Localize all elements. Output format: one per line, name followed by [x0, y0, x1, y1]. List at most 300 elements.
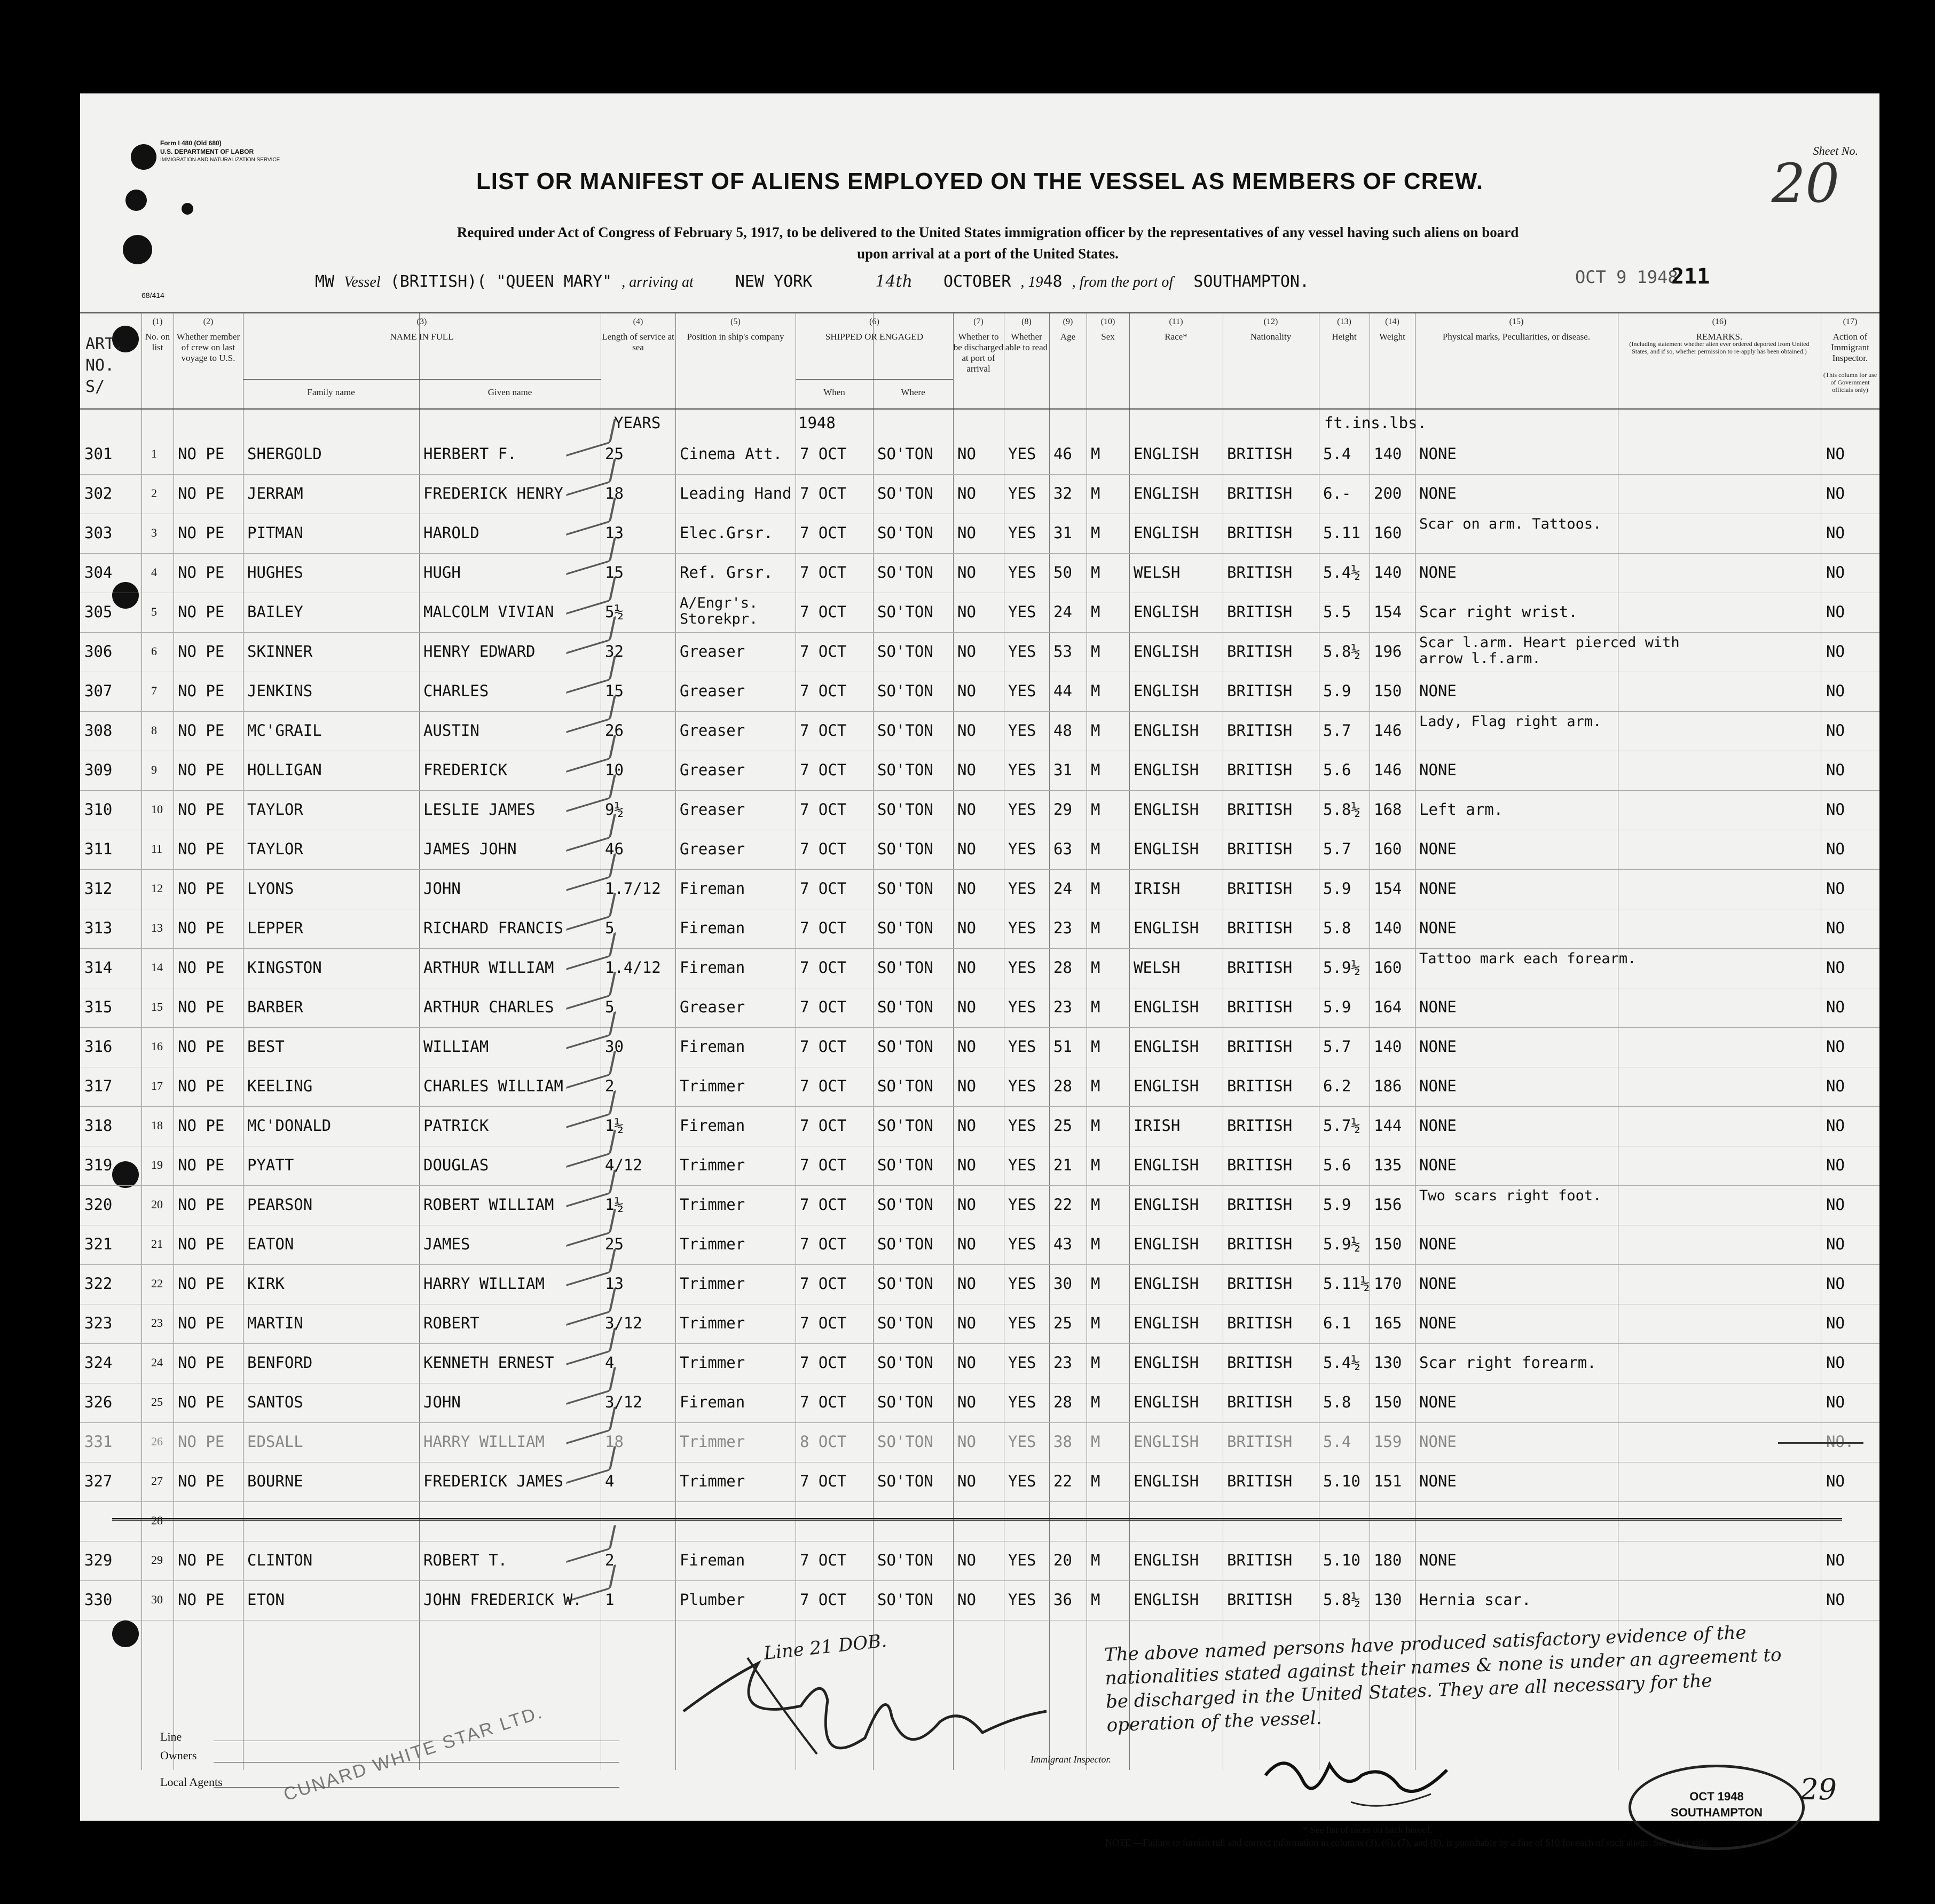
- cell-service: 4: [605, 1472, 615, 1490]
- cell-age: 24: [1053, 603, 1072, 621]
- cell-weight: 168: [1374, 800, 1402, 819]
- header-discharged: (7) Whether to be discharged at port of arrival: [953, 317, 1004, 374]
- cell-read: YES: [1008, 642, 1036, 660]
- table-row: [80, 1265, 1879, 1304]
- table-row: [80, 1423, 1879, 1462]
- cell-height: 5.4½: [1323, 563, 1360, 581]
- cell-family: PYATT: [247, 1156, 294, 1174]
- cell-sex: M: [1091, 484, 1100, 502]
- cell-weight: 140: [1374, 563, 1402, 581]
- date-stamp: OCT 9 1948: [1575, 267, 1678, 287]
- cell-age: 29: [1053, 800, 1072, 819]
- cell-sex: M: [1091, 1472, 1100, 1490]
- cell-art: 329: [84, 1551, 113, 1569]
- arriving-label: , arriving at: [622, 274, 694, 290]
- cell-disch: NO: [957, 721, 976, 739]
- cell-action: NO: [1826, 682, 1845, 700]
- cell-nat: BRITISH: [1227, 840, 1293, 858]
- cell-nat: BRITISH: [1227, 484, 1293, 502]
- cell-art: 303: [84, 524, 113, 542]
- strike-mark: [1778, 1442, 1863, 1444]
- table-row: [80, 514, 1879, 554]
- cell-race: ENGLISH: [1134, 642, 1199, 660]
- cell-no: 21: [151, 1237, 163, 1250]
- cell-given: FREDERICK JAMES: [423, 1472, 563, 1490]
- cell-sex: M: [1091, 840, 1100, 858]
- cell-nat: BRITISH: [1227, 1354, 1293, 1372]
- cell-age: 63: [1053, 840, 1072, 858]
- cell-given: HUGH: [423, 563, 461, 581]
- cell-race: ENGLISH: [1134, 1591, 1199, 1609]
- table-row: [80, 1304, 1879, 1344]
- cell-where: SO'TON: [877, 721, 933, 739]
- cell-action: NO: [1826, 1156, 1845, 1174]
- arrival-port: NEW YORK: [735, 272, 813, 291]
- cell-age: 32: [1053, 484, 1072, 502]
- cell-family: TAYLOR: [247, 800, 303, 819]
- cell-action: NO: [1826, 603, 1845, 621]
- sheet-label: Sheet No.: [1813, 144, 1858, 158]
- cell-disch: NO: [957, 642, 976, 660]
- cell-age: 25: [1053, 1314, 1072, 1332]
- cell-when: 8 OCT: [800, 1433, 847, 1451]
- cell-no: 25: [151, 1395, 163, 1409]
- cell-sex: M: [1091, 603, 1100, 621]
- cell-service: 9½: [605, 800, 624, 819]
- table-row: [80, 909, 1879, 949]
- cell-action: NO: [1826, 1354, 1845, 1372]
- cell-race: ENGLISH: [1134, 1472, 1199, 1490]
- units-height-weight: ft.ins.lbs.: [1324, 414, 1427, 432]
- cell-action: NO: [1826, 761, 1845, 779]
- table-row: [80, 949, 1879, 988]
- cell-when: 7 OCT: [800, 1354, 847, 1372]
- cell-action: NO: [1826, 998, 1845, 1016]
- cell-where: SO'TON: [877, 958, 933, 977]
- cell-nat: BRITISH: [1227, 445, 1293, 463]
- cell-when: 7 OCT: [800, 1393, 847, 1411]
- header-rule: [80, 312, 1879, 313]
- cell-no: 15: [151, 1000, 163, 1013]
- cell-disch: NO: [957, 603, 976, 621]
- cell-read: YES: [1008, 958, 1036, 977]
- cell-sex: M: [1091, 879, 1100, 898]
- cell-when: 7 OCT: [800, 761, 847, 779]
- cell-read: YES: [1008, 445, 1036, 463]
- header-shipped: (6) SHIPPED OR ENGAGED: [825, 317, 924, 342]
- cell-family: TAYLOR: [247, 840, 303, 858]
- cell-prev: NO PE: [178, 682, 225, 700]
- cell-family: PEARSON: [247, 1195, 313, 1214]
- cell-position: Cinema Att.: [680, 445, 783, 463]
- cell-prev: NO PE: [178, 1393, 225, 1411]
- table-row: [80, 1186, 1879, 1225]
- cell-height: 5.7: [1323, 1037, 1351, 1056]
- cell-action: NO: [1826, 1591, 1845, 1609]
- cell-where: SO'TON: [877, 998, 933, 1016]
- cell-given: HENRY EDWARD: [423, 642, 536, 660]
- cell-read: YES: [1008, 1235, 1036, 1253]
- cell-no: 30: [151, 1593, 163, 1606]
- cell-age: 51: [1053, 1037, 1072, 1056]
- cell-service: 1: [605, 1591, 615, 1609]
- cell-art: 307: [84, 682, 113, 700]
- cell-nat: BRITISH: [1227, 1116, 1293, 1135]
- cell-where: SO'TON: [877, 524, 933, 542]
- cell-no: 18: [151, 1119, 163, 1132]
- cell-where: SO'TON: [877, 445, 933, 463]
- cell-nat: BRITISH: [1227, 1195, 1293, 1214]
- cell-marks: NONE: [1419, 1472, 1457, 1490]
- cell-family: HUGHES: [247, 563, 303, 581]
- cell-race: ENGLISH: [1134, 1077, 1199, 1095]
- cell-nat: BRITISH: [1227, 1393, 1293, 1411]
- form-number: Form I 480 (Old 680): [160, 139, 222, 147]
- cell-given: RICHARD FRANCIS: [423, 919, 563, 937]
- cell-weight: 164: [1374, 998, 1402, 1016]
- units-years: YEARS: [614, 414, 661, 432]
- cell-race: ENGLISH: [1134, 1433, 1199, 1451]
- cell-where: SO'TON: [877, 682, 933, 700]
- cell-nat: BRITISH: [1227, 721, 1293, 739]
- cell-marks: Two scars right foot.: [1419, 1187, 1602, 1204]
- cell-when: 7 OCT: [800, 1116, 847, 1135]
- cell-given: ROBERT T.: [423, 1551, 508, 1569]
- cell-service: 5: [605, 919, 615, 937]
- header-service: (4) Length of service at sea: [602, 317, 674, 352]
- cell-family: CLINTON: [247, 1551, 313, 1569]
- cell-where: SO'TON: [877, 1195, 933, 1214]
- cell-disch: NO: [957, 1156, 976, 1174]
- cell-nat: BRITISH: [1227, 642, 1293, 660]
- cell-given: FREDERICK: [423, 761, 508, 779]
- cell-prev: NO PE: [178, 1037, 225, 1056]
- table-row: [80, 712, 1879, 751]
- cell-prev: NO PE: [178, 721, 225, 739]
- cell-height: 5.9: [1323, 682, 1351, 700]
- cell-position: Fireman: [680, 1116, 745, 1135]
- table-row: [80, 791, 1879, 830]
- cell-race: ENGLISH: [1134, 761, 1199, 779]
- cell-when: 7 OCT: [800, 1195, 847, 1214]
- cell-disch: NO: [957, 1472, 976, 1490]
- cell-given: LESLIE JAMES: [423, 800, 536, 819]
- cell-where: SO'TON: [877, 1274, 933, 1293]
- cell-given: FREDERICK HENRY: [423, 484, 563, 502]
- cell-no: 8: [151, 723, 157, 737]
- cell-marks: NONE: [1419, 1156, 1457, 1174]
- cell-action: NO: [1826, 1037, 1845, 1056]
- cell-given: JOHN: [423, 1393, 461, 1411]
- cell-prev: NO PE: [178, 919, 225, 937]
- cell-race: ENGLISH: [1134, 1037, 1199, 1056]
- cell-art: 315: [84, 998, 113, 1016]
- cell-weight: 170: [1374, 1274, 1402, 1293]
- cell-when: 7 OCT: [800, 919, 847, 937]
- cell-when: 7 OCT: [800, 563, 847, 581]
- header-family-name: Family name: [307, 387, 355, 397]
- cell-sex: M: [1091, 1354, 1100, 1372]
- cell-height: 5.8½: [1323, 800, 1360, 819]
- cell-age: 20: [1053, 1551, 1072, 1569]
- cell-art: 327: [84, 1472, 113, 1490]
- cell-disch: NO: [957, 1274, 976, 1293]
- vessel-label: Vessel: [344, 274, 381, 290]
- cell-action: NO: [1826, 1314, 1845, 1332]
- cell-action: NO: [1826, 563, 1845, 581]
- cell-read: YES: [1008, 484, 1036, 502]
- table-row: [80, 1502, 1879, 1541]
- cell-marks: NONE: [1419, 563, 1457, 581]
- cell-action: NO: [1826, 1551, 1845, 1569]
- cell-when: 7 OCT: [800, 958, 847, 977]
- cell-marks: NONE: [1419, 1433, 1457, 1451]
- cell-marks: NONE: [1419, 484, 1457, 502]
- cell-marks: Scar right wrist.: [1419, 603, 1578, 621]
- cell-height: 5.7: [1323, 721, 1351, 739]
- cell-service: 1.4/12: [605, 958, 661, 977]
- cell-where: SO'TON: [877, 1116, 933, 1135]
- cell-read: YES: [1008, 524, 1036, 542]
- cell-disch: NO: [957, 800, 976, 819]
- cell-service: 46: [605, 840, 624, 858]
- header-race: (11) Race*: [1165, 317, 1187, 342]
- handwritten-declaration: The above named persons have produced satisfactory evidence of the nationalities stated against their names & none is under an agreement to be discharged in the United States. They are all necessary for the operation of the vessel.: [1104, 1622, 1782, 1736]
- cell-read: YES: [1008, 1433, 1036, 1451]
- cell-action: NO: [1826, 484, 1845, 502]
- cell-sex: M: [1091, 682, 1100, 700]
- cell-race: ENGLISH: [1134, 998, 1199, 1016]
- cell-height: 5.4½: [1323, 1354, 1360, 1372]
- cell-sex: M: [1091, 998, 1100, 1016]
- table-row: [80, 1225, 1879, 1265]
- cell-no: 19: [151, 1158, 163, 1171]
- cell-no: 14: [151, 961, 163, 974]
- cunard-stamp: CUNARD WHITE STAR LTD.: [281, 1702, 546, 1805]
- port-stamp: [1629, 1765, 1805, 1850]
- cell-marks: NONE: [1419, 761, 1457, 779]
- cell-action: NO: [1826, 445, 1845, 463]
- cell-no: 4: [151, 565, 157, 579]
- table-row: [80, 1344, 1879, 1383]
- cell-marks: Scar l.arm. Heart pierced with arrow l.f.arm.: [1419, 634, 1680, 667]
- punch-hole: [182, 203, 193, 215]
- subheader-rule: [796, 379, 953, 380]
- cell-art: 314: [84, 958, 113, 977]
- header-rule: [80, 408, 1879, 410]
- cell-read: YES: [1008, 998, 1036, 1016]
- cell-no: 16: [151, 1040, 163, 1053]
- cell-art: 322: [84, 1274, 113, 1293]
- cell-height: 5.9½: [1323, 1235, 1360, 1253]
- header-nationality: (12) Nationality: [1250, 317, 1292, 342]
- cell-weight: 150: [1374, 682, 1402, 700]
- cell-nat: BRITISH: [1227, 958, 1293, 977]
- table-row: [80, 1462, 1879, 1502]
- cell-height: 5.11: [1323, 524, 1360, 542]
- cell-nat: BRITISH: [1227, 1314, 1293, 1332]
- cell-action: NO: [1826, 1077, 1845, 1095]
- cell-sex: M: [1091, 445, 1100, 463]
- cell-nat: BRITISH: [1227, 1591, 1293, 1609]
- header-remarks: (16) REMARKS.: [1696, 317, 1743, 342]
- cell-service: 25: [605, 445, 624, 463]
- cell-family: KINGSTON: [247, 958, 322, 977]
- cell-read: YES: [1008, 1037, 1036, 1056]
- cell-weight: 151: [1374, 1472, 1402, 1490]
- cell-prev: NO PE: [178, 603, 225, 621]
- table-row: [80, 1541, 1879, 1581]
- cell-nat: BRITISH: [1227, 524, 1293, 542]
- cell-read: YES: [1008, 840, 1036, 858]
- cell-when: 7 OCT: [800, 445, 847, 463]
- table-row: [80, 1028, 1879, 1067]
- cell-read: YES: [1008, 1393, 1036, 1411]
- cell-nat: BRITISH: [1227, 1077, 1293, 1095]
- cell-art: 302: [84, 484, 113, 502]
- cell-position: Trimmer: [680, 1433, 745, 1451]
- cell-family: HOLLIGAN: [247, 761, 322, 779]
- cell-height: 5.5: [1323, 603, 1351, 621]
- cell-where: SO'TON: [877, 1591, 933, 1609]
- cell-marks: NONE: [1419, 840, 1457, 858]
- cell-weight: 154: [1374, 603, 1402, 621]
- cell-position: Greaser: [680, 800, 745, 819]
- cell-read: YES: [1008, 919, 1036, 937]
- cell-sex: M: [1091, 1116, 1100, 1135]
- cell-weight: 140: [1374, 1037, 1402, 1056]
- owners-rule: [214, 1762, 619, 1763]
- department-name: U.S. DEPARTMENT OF LABOR: [160, 148, 254, 155]
- cell-given: HARRY WILLIAM: [423, 1433, 545, 1451]
- cell-race: ENGLISH: [1134, 1314, 1199, 1332]
- cell-race: ENGLISH: [1134, 840, 1199, 858]
- cell-when: 7 OCT: [800, 603, 847, 621]
- cell-prev: NO PE: [178, 642, 225, 660]
- cell-position: Trimmer: [680, 1156, 745, 1174]
- cell-height: 5.10: [1323, 1472, 1360, 1490]
- cell-position: Trimmer: [680, 1472, 745, 1490]
- cell-art: 318: [84, 1116, 113, 1135]
- cell-family: JENKINS: [247, 682, 313, 700]
- cell-no: 9: [151, 763, 157, 776]
- cell-marks: NONE: [1419, 998, 1457, 1016]
- port-stamp-date: OCT 1948: [1689, 1790, 1744, 1803]
- cell-service: 18: [605, 484, 624, 502]
- cell-sex: M: [1091, 919, 1100, 937]
- cell-sex: M: [1091, 1274, 1100, 1293]
- cell-when: 7 OCT: [800, 1314, 847, 1332]
- cell-when: 7 OCT: [800, 484, 847, 502]
- cell-given: MALCOLM VIVIAN: [423, 603, 554, 621]
- cell-art: 330: [84, 1591, 113, 1609]
- cell-art: 301: [84, 445, 113, 463]
- cell-family: MC'DONALD: [247, 1116, 332, 1135]
- cell-height: 5.9: [1323, 998, 1351, 1016]
- cell-age: 28: [1053, 1077, 1072, 1095]
- cell-position: A/Engr's. Storekpr.: [680, 595, 758, 627]
- cell-read: YES: [1008, 761, 1036, 779]
- cell-position: Greaser: [680, 642, 745, 660]
- cell-family: LYONS: [247, 879, 294, 898]
- agents-rule: [214, 1787, 619, 1788]
- cell-prev: NO PE: [178, 761, 225, 779]
- cell-weight: 160: [1374, 524, 1402, 542]
- cell-where: SO'TON: [877, 563, 933, 581]
- cell-when: 7 OCT: [800, 879, 847, 898]
- cell-family: SHERGOLD: [247, 445, 322, 463]
- cell-height: 5.8½: [1323, 1591, 1360, 1609]
- cell-no: 12: [151, 882, 163, 895]
- cell-service: 3/12: [605, 1314, 642, 1332]
- header-name-in-full: (3) NAME IN FULL: [390, 317, 454, 342]
- cell-race: WELSH: [1134, 563, 1181, 581]
- cell-service: 1½: [605, 1195, 624, 1214]
- page-code: 211: [1671, 264, 1710, 289]
- port-stamp-port: SOUTHAMPTON: [1671, 1806, 1763, 1819]
- cell-marks: NONE: [1419, 1393, 1457, 1411]
- cell-race: ENGLISH: [1134, 1235, 1199, 1253]
- cell-position: Trimmer: [680, 1274, 745, 1293]
- cell-no: 7: [151, 684, 157, 697]
- cell-art: 311: [84, 840, 113, 858]
- cell-position: Greaser: [680, 682, 745, 700]
- cell-weight: 180: [1374, 1551, 1402, 1569]
- cell-art: 321: [84, 1235, 113, 1253]
- header-last-voyage: (2) Whether member of crew on last voyage to U.S.: [176, 317, 240, 363]
- header-action: (17) Action of Immigrant Inspector.: [1831, 317, 1869, 363]
- cell-race: ENGLISH: [1134, 1551, 1199, 1569]
- cell-age: 44: [1053, 682, 1072, 700]
- cell-disch: NO: [957, 1077, 976, 1095]
- cell-height: 5.8: [1323, 1393, 1351, 1411]
- cell-weight: 150: [1374, 1235, 1402, 1253]
- table-row: [80, 1581, 1879, 1620]
- cell-weight: 150: [1374, 1393, 1402, 1411]
- cell-sex: M: [1091, 1156, 1100, 1174]
- cell-height: 5.6: [1323, 761, 1351, 779]
- cell-where: SO'TON: [877, 919, 933, 937]
- cell-no: 5: [151, 605, 157, 618]
- cell-read: YES: [1008, 800, 1036, 819]
- year-prefix: , 19: [1020, 274, 1043, 290]
- cell-nat: BRITISH: [1227, 1472, 1293, 1490]
- cell-position: Leading Hand: [680, 484, 792, 502]
- cell-age: 23: [1053, 998, 1072, 1016]
- cell-where: SO'TON: [877, 1551, 933, 1569]
- table-row: [80, 554, 1879, 593]
- cell-position: Fireman: [680, 1551, 745, 1569]
- cell-race: ENGLISH: [1134, 1195, 1199, 1214]
- cell-nat: BRITISH: [1227, 603, 1293, 621]
- cell-height: 5.8½: [1323, 642, 1360, 660]
- cell-prev: NO PE: [178, 800, 225, 819]
- cell-read: YES: [1008, 1077, 1036, 1095]
- form-identifier: [160, 139, 280, 164]
- cell-prev: NO PE: [178, 1077, 225, 1095]
- cell-family: MC'GRAIL: [247, 721, 322, 739]
- cell-when: 7 OCT: [800, 800, 847, 819]
- cell-disch: NO: [957, 524, 976, 542]
- cell-family: BOURNE: [247, 1472, 303, 1490]
- margin-note: Line 21 DOB.: [762, 1630, 888, 1664]
- cell-no: 27: [151, 1474, 163, 1488]
- cell-family: BENFORD: [247, 1354, 313, 1372]
- cell-art: 309: [84, 761, 113, 779]
- cell-position: Trimmer: [680, 1077, 745, 1095]
- cell-sex: M: [1091, 1037, 1100, 1056]
- cell-height: 5.4: [1323, 445, 1351, 463]
